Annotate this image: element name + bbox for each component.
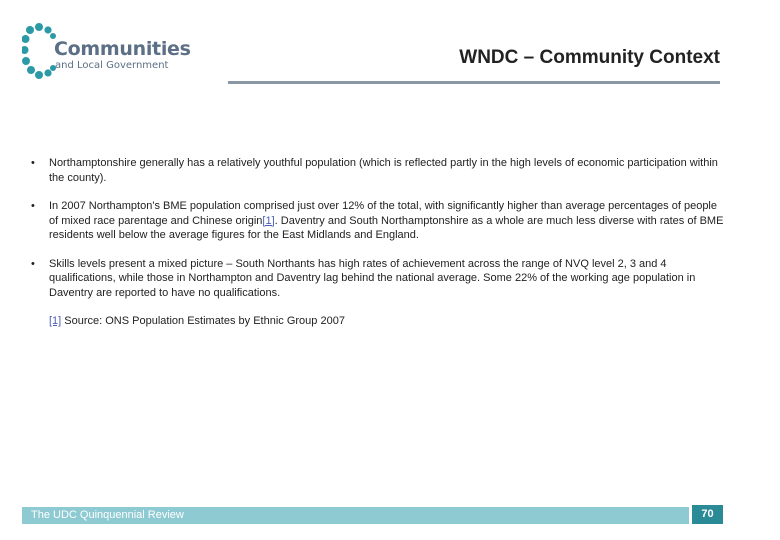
title-divider xyxy=(228,81,720,84)
logo-wordmark: Communities xyxy=(54,38,191,60)
footnote-text: Source: ONS Population Estimates by Ethnic Group 2007 xyxy=(61,315,345,327)
communities-logo xyxy=(22,22,212,84)
logo-subtitle: and Local Government xyxy=(55,60,169,71)
list-item xyxy=(28,257,728,301)
footer-text: The UDC Quinquennial Review xyxy=(31,509,184,521)
footnote xyxy=(49,315,345,327)
bullet-marker: • xyxy=(31,157,35,169)
list-item xyxy=(28,199,728,243)
bullet-list xyxy=(28,156,728,314)
bullet-text: In 2007 Northampton's BME population comprised just over 12% of the total, with significantly higher than average percentages of people of mixed race parentage and Chinese origin xyxy=(49,200,717,227)
bullet-text-continued: . Daventry and South Northamptonshire as a whole are much less diverse with rates of BME residents well below the average figures for the East Midlands and England. xyxy=(49,214,724,241)
page-title: WNDC – Community Context xyxy=(459,47,720,68)
bullet-text: Northamptonshire generally has a relatively youthful population (which is reflected partly in the high levels of economic participation within the county). xyxy=(49,157,718,184)
logo-dots-icon xyxy=(22,22,56,84)
bullet-marker: • xyxy=(31,200,35,212)
footer-bar xyxy=(22,507,689,524)
bullet-text: Skills levels present a mixed picture – South Northants has high rates of achievement across the range of NVQ level 2, 3 and 4 qualifications, while those in Northampton and Daventry lag behind the national average. Some 22% of the working age population in Daventry are reported to have no qualifications. xyxy=(49,257,696,299)
page-number: 70 xyxy=(692,505,723,524)
footnote-ref-link[interactable]: [1] xyxy=(49,315,62,327)
bullet-marker: • xyxy=(31,257,35,270)
list-item xyxy=(28,156,728,185)
footnote-link[interactable]: [1] xyxy=(262,214,275,227)
